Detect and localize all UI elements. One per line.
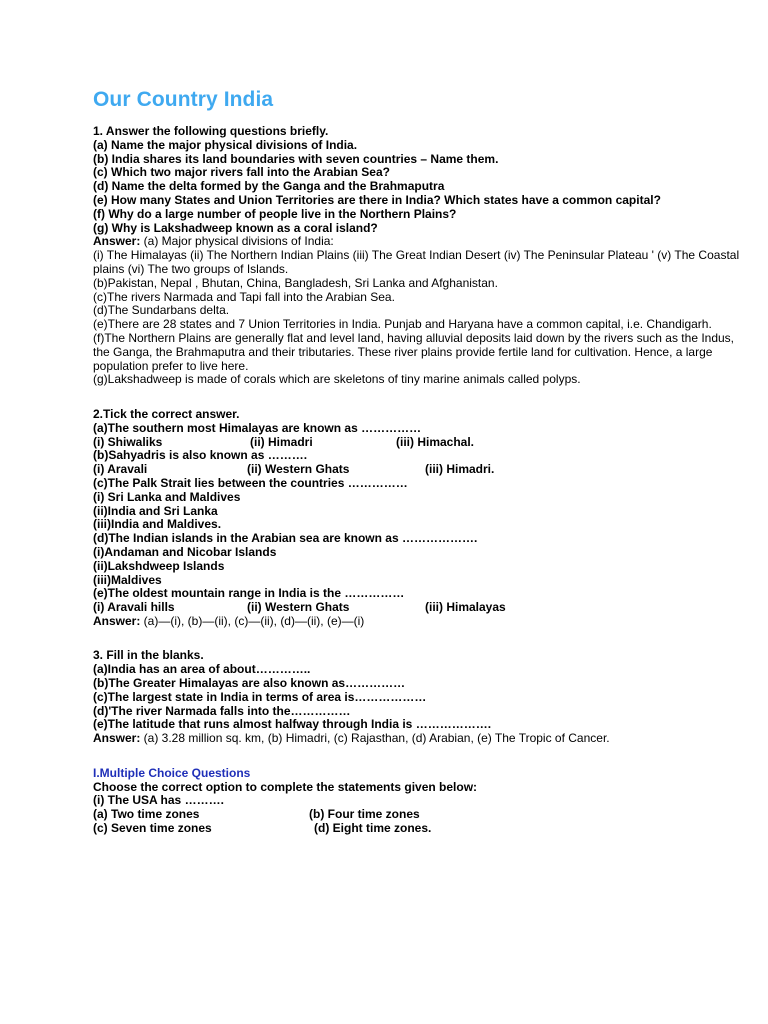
blank-item: (c)The largest state in India in terms of area is………………	[93, 689, 427, 704]
option: (ii) Himadri	[250, 434, 313, 449]
option: (iii) Himachal.	[396, 434, 475, 449]
question: (c) Which two major rivers fall into the Arabian Sea?	[93, 165, 390, 180]
answer-text: (f)The Northern Plains are generally flat and level land, having alluvial deposits laid down by the rivers such as the Indus, the Ganga, the Brahmaputra and their tributaries. These river plains provide fertile land for cultivation. Hence, a large population prefer to live here.	[93, 330, 735, 373]
blank-item: (e)The latitude that runs almost halfway through India is ……………….	[93, 717, 492, 732]
answer-line	[93, 615, 753, 629]
question: (d)The Indian islands in the Arabian sea are known as ……………….	[93, 531, 478, 546]
answer-text: (a) Major physical divisions of India:	[140, 234, 334, 249]
question: (g) Why is Lakshadweep known as a coral island?	[93, 220, 378, 235]
answer-text: (b)Pakistan, Nepal , Bhutan, China, Bangladesh, Sri Lanka and Afghanistan.	[93, 275, 498, 290]
question: (b) India shares its land boundaries with seven countries – Name them.	[93, 151, 499, 166]
option: (ii)India and Sri Lanka	[93, 503, 218, 518]
page-title: Our Country India	[93, 88, 274, 111]
option: (iii)India and Maldives.	[93, 517, 222, 532]
blank-item: (a)India has an area of about…………..	[93, 662, 311, 677]
option: (i)Andaman and Nicobar Islands	[93, 544, 277, 559]
question: (e)The oldest mountain range in India is the ……………	[93, 586, 405, 601]
instruction: Choose the correct option to complete the statements given below:	[93, 779, 478, 794]
document-page	[93, 88, 753, 836]
option: (ii) Western Ghats	[247, 600, 350, 615]
question: (a)The southern most Himalayas are known as ……………	[93, 420, 422, 435]
answer-text: (g)Lakshadweep is made of corals which are skeletons of tiny marine animals called polyps.	[93, 372, 581, 387]
options-row	[93, 601, 753, 615]
option: (a) Two time zones	[93, 807, 200, 822]
answer-text: (d)The Sundarbans delta.	[93, 303, 230, 318]
blank-item: (d)'The river Narmada falls into the……………	[93, 703, 351, 718]
section-3-heading: 3. Fill in the blanks.	[93, 648, 204, 663]
section-2	[93, 408, 753, 629]
option: (b) Four time zones	[309, 807, 420, 822]
answer-line	[93, 732, 753, 746]
option: (i) Aravali	[93, 462, 148, 477]
option: (i) Sri Lanka and Maldives	[93, 489, 241, 504]
answer-text: (i) The Himalayas (ii) The Northern Indian Plains (iii) The Great Indian Desert (iv) The Peninsular Plateau ' (v) The Coastal plains (vi) The two groups of Islands.	[93, 248, 740, 276]
question: (a) Name the major physical divisions of India.	[93, 137, 358, 152]
answer-label: Answer:	[93, 613, 141, 628]
question: (f) Why do a large number of people live in the Northern Plains?	[93, 206, 457, 221]
section-1-heading: 1. Answer the following questions briefly.	[93, 124, 329, 138]
question: (e) How many States and Union Territories are there in India? Which states have a common capital?	[93, 192, 661, 207]
option: (d) Eight time zones.	[314, 821, 432, 836]
section-4-heading: I.Multiple Choice Questions	[93, 765, 251, 780]
options-row	[93, 822, 753, 836]
options-row	[93, 808, 753, 822]
section-4	[93, 767, 753, 836]
answer-text: (c)The rivers Narmada and Tapi fall into the Arabian Sea.	[93, 289, 395, 304]
answer-text: (a) 3.28 million sq. km, (b) Himadri, (c) Rajasthan, (d) Arabian, (e) The Tropic of Cancer.	[140, 731, 610, 746]
answer-text: (a)—(i), (b)—(ii), (c)—(ii), (d)—(ii), (e)—(i)	[140, 613, 365, 628]
options-row	[93, 436, 753, 450]
answer-label: Answer:	[93, 731, 141, 746]
answer-line	[93, 235, 753, 249]
option: (i) Shiwaliks	[93, 434, 163, 449]
section-3	[93, 649, 753, 746]
blank-item: (b)The Greater Himalayas are also known as……………	[93, 676, 406, 691]
option: (ii) Western Ghats	[247, 462, 350, 477]
option: (iii) Himalayas	[425, 600, 506, 615]
option: (iii)Maldives	[93, 572, 162, 587]
option: (i) Aravali hills	[93, 600, 175, 615]
section-2-heading: 2.Tick the correct answer.	[93, 406, 240, 421]
section-1	[93, 125, 753, 387]
question: (d) Name the delta formed by the Ganga and the Brahmaputra	[93, 179, 445, 194]
option: (ii)Lakshdweep Islands	[93, 558, 225, 573]
option: (iii) Himadri.	[425, 462, 495, 477]
question: (c)The Palk Strait lies between the countries ……………	[93, 475, 408, 490]
answer-label: Answer:	[93, 234, 141, 249]
question: (i) The USA has ……….	[93, 793, 224, 808]
question: (b)Sahyadris is also known as ……….	[93, 448, 308, 463]
answer-text: (e)There are 28 states and 7 Union Territories in India. Punjab and Haryana have a common capital, i.e. Chandigarh.	[93, 317, 712, 332]
options-row	[93, 463, 753, 477]
option: (c) Seven time zones	[93, 821, 212, 836]
